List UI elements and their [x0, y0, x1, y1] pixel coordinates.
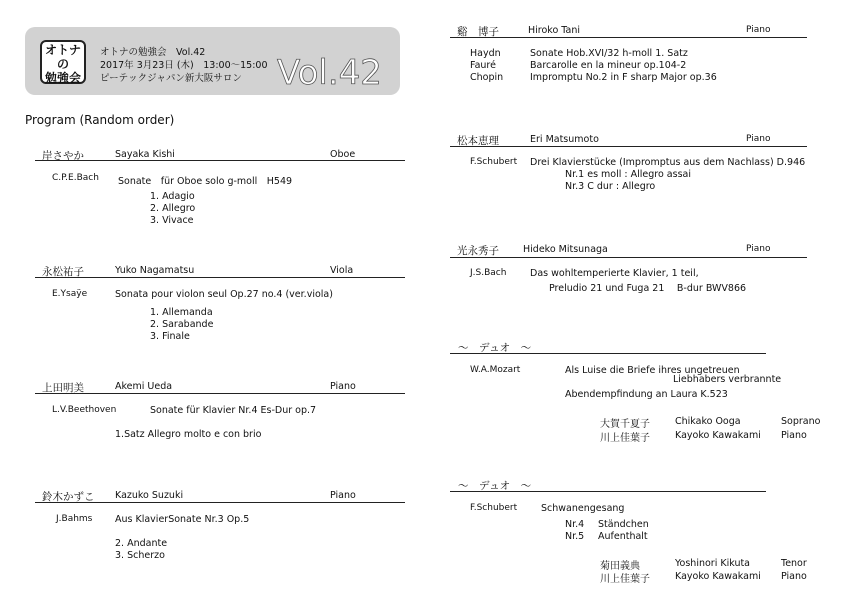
performer-en-name: Hideko Mitsunaga — [523, 244, 608, 255]
sub-movement: Nr.1 es moll : Allegro assai — [565, 169, 691, 180]
composer: F.Schubert — [470, 503, 518, 513]
work-title: Das wohltemperierte Klavier, 1 teil, — [530, 268, 699, 279]
performer-instrument: Viola — [330, 265, 354, 276]
performer-jp-name: 川上佳葉子 — [600, 574, 650, 585]
header-title: オトナの勉強会 Vol.42 — [100, 47, 206, 58]
performer-instrument: Piano — [330, 381, 356, 392]
work-title: Barcarolle en la mineur op.104-2 — [530, 60, 687, 71]
work-title: Aus KlavierSonate Nr.3 Op.5 — [115, 514, 250, 525]
work-title: Schwanengesang — [541, 503, 625, 514]
work-title: Abendempfindung an Laura K.523 — [565, 389, 728, 400]
composer: J.Bahms — [56, 514, 93, 524]
movement: 1.Satz Allegro molto e con brio — [115, 429, 262, 440]
duo-heading: ～ デュオ ～ — [458, 342, 532, 354]
performer-jp-name: 永松祐子 — [42, 266, 84, 278]
composer: Fauré — [470, 60, 496, 71]
section-rule — [35, 393, 405, 394]
song-title: Aufenthalt — [598, 531, 648, 542]
section-rule — [35, 277, 405, 278]
composer: Haydn — [470, 48, 501, 59]
movement: 3. Scherzo — [115, 550, 165, 561]
work-title: Sonate für Klavier Nr.4 Es-Dur op.7 — [150, 405, 317, 416]
song-number: Nr.4 — [565, 519, 585, 530]
performer-en-name: Sayaka Kishi — [115, 149, 175, 160]
composer: Chopin — [470, 72, 504, 83]
composer: J.S.Bach — [470, 268, 507, 278]
performer-jp-name: 上田明美 — [42, 382, 84, 394]
performer-jp-name: 鈴木かずこ — [42, 491, 95, 503]
performer-jp-name: 大賀千夏子 — [600, 419, 650, 430]
performer-en-name: Chikako Ooga — [675, 416, 741, 427]
performer-instrument: Piano — [746, 244, 771, 254]
song-title: Ständchen — [598, 519, 649, 530]
logo-line-3: 勉強会 — [44, 71, 81, 85]
section-rule — [35, 160, 405, 161]
performer-instrument: Piano — [330, 490, 356, 501]
performer-jp-name: 岸さやか — [42, 150, 84, 162]
work-title: Sonata pour violon seul Op.27 no.4 (ver.viola) — [115, 289, 333, 300]
movement: 2. Allegro — [150, 203, 196, 214]
performer-en-name: Kazuko Suzuki — [115, 490, 184, 501]
performer-jp-name: 谿 博子 — [457, 26, 499, 38]
performer-en-name: Akemi Ueda — [115, 381, 173, 392]
performer-en-name: Kayoko Kawakami — [675, 571, 761, 582]
logo-line-2: の — [56, 57, 69, 71]
sub-movement: Nr.3 C dur : Allegro — [565, 181, 656, 192]
composer: L.V.Beethoven — [52, 405, 117, 415]
section-rule — [450, 37, 807, 38]
performer-en-name: Eri Matsumoto — [530, 134, 599, 145]
performer-en-name: Yuko Nagamatsu — [115, 265, 195, 276]
movement: 3. Vivace — [150, 215, 194, 226]
work-title: Sonate für Oboe solo g-moll H549 — [118, 176, 293, 187]
movement: 3. Finale — [150, 331, 190, 342]
movement: 1. Allemanda — [150, 307, 213, 318]
work-title: Drei Klavierstücke (Impromptus aus dem Nachlass) D.946 — [530, 157, 806, 168]
performer-instrument: Oboe — [330, 149, 356, 160]
song-number: Nr.5 — [565, 531, 585, 542]
composer: W.A.Mozart — [470, 365, 521, 375]
header-date: 2017年 3月23日 (木) 13:00～15:00 — [100, 60, 268, 71]
performer-jp-name: 川上佳葉子 — [600, 433, 650, 444]
performer-jp-name: 松本恵理 — [457, 135, 499, 147]
performer-instrument: Piano — [746, 25, 771, 35]
duo-heading: ～ デュオ ～ — [458, 480, 532, 492]
performer-en-name: Kayoko Kawakami — [675, 430, 761, 441]
performer-instrument: Piano — [746, 134, 771, 144]
performer-instrument: Tenor — [781, 558, 807, 569]
section-rule — [450, 257, 807, 258]
section-rule — [450, 146, 807, 147]
movement: 1. Adagio — [150, 191, 195, 202]
section-rule — [35, 502, 405, 503]
volume-number: Vol.42 — [277, 53, 382, 93]
performer-en-name: Hiroko Tani — [528, 25, 580, 36]
work-subtitle: Preludio 21 und Fuga 21 B-dur BWV866 — [549, 283, 747, 294]
performer-en-name: Yoshinori Kikuta — [675, 558, 751, 569]
composer: F.Schubert — [470, 157, 518, 167]
logo — [40, 40, 86, 84]
movement: 2. Andante — [115, 538, 168, 549]
composer: C.P.E.Bach — [52, 173, 99, 183]
work-title: Impromptu No.2 in F sharp Major op.36 — [530, 72, 717, 83]
composer: E.Ysaÿe — [52, 289, 88, 299]
performer-jp-name: 光永秀子 — [457, 245, 499, 257]
performer-jp-name: 菊田義典 — [600, 561, 640, 572]
work-title-continued: Liebhabers verbrannte — [673, 374, 782, 385]
performer-instrument: Piano — [781, 571, 807, 582]
section-rule — [450, 491, 766, 492]
work-title: Als Luise die Briefe ihres ungetreuen — [565, 365, 740, 376]
performer-instrument: Piano — [781, 430, 807, 441]
header-venue: ピーテックジャパン新大阪サロン — [100, 73, 242, 84]
program-title: Program (Random order) — [25, 113, 175, 127]
work-title: Sonate Hob.XVI/32 h-moll 1. Satz — [530, 48, 688, 59]
section-rule — [450, 353, 766, 354]
movement: 2. Sarabande — [150, 319, 214, 330]
performer-instrument: Soprano — [781, 416, 821, 427]
logo-line-1: オトナ — [44, 43, 81, 57]
